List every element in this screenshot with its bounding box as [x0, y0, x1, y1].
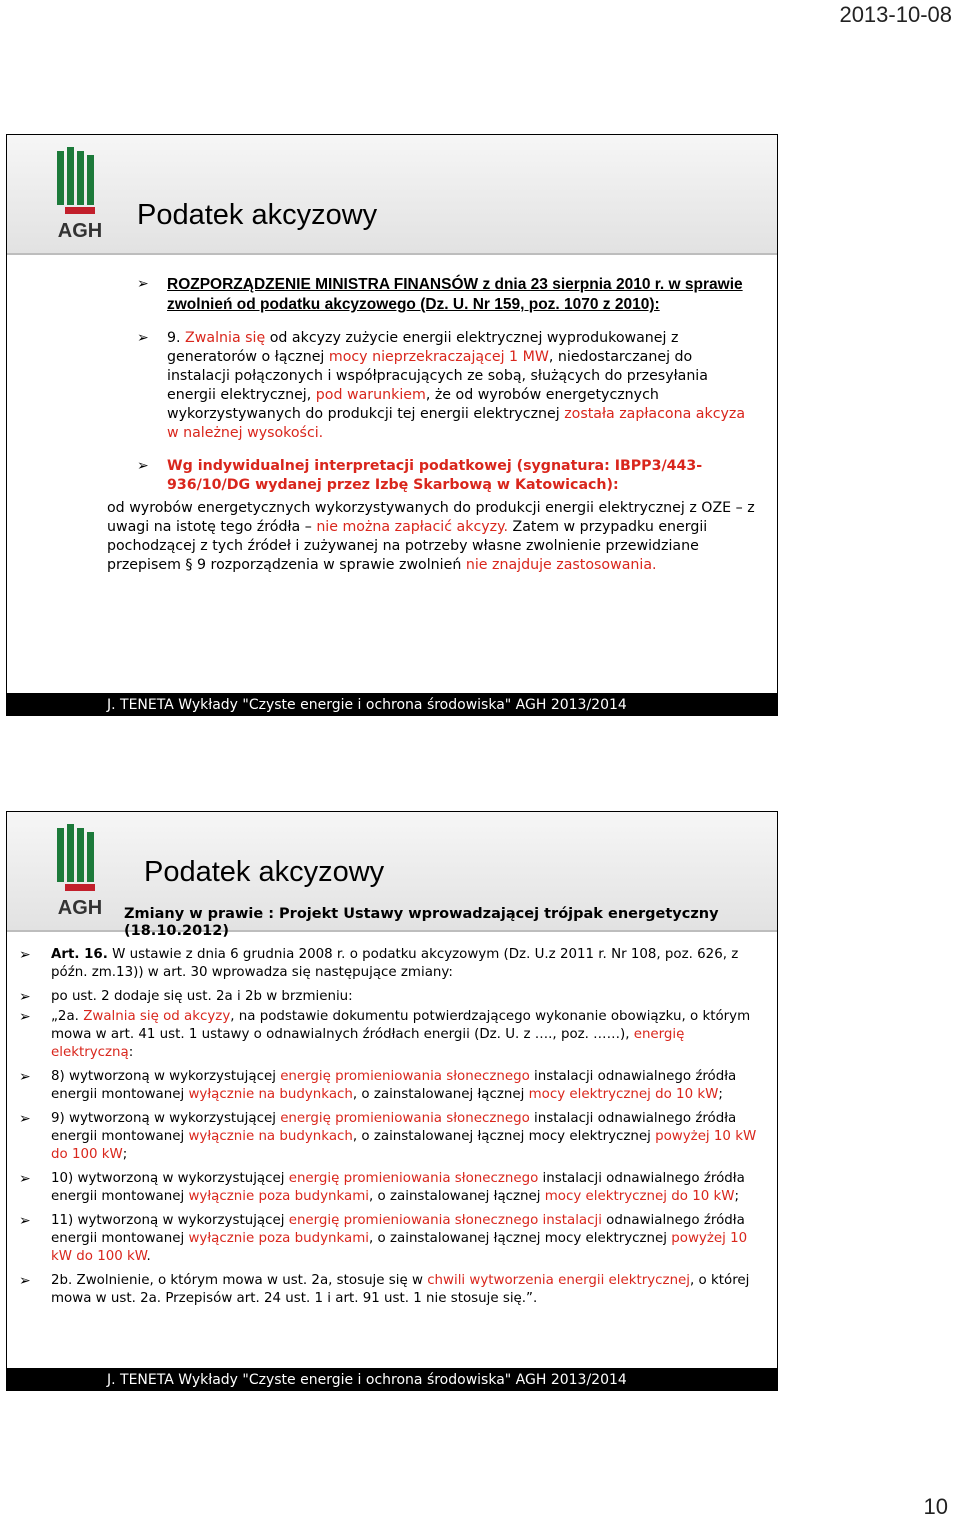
slide-content: [107, 275, 757, 589]
text-run: 8) wytworzoną w wykorzystującej: [51, 1069, 281, 1084]
slide-subtitle: Zmiany w prawie : Projekt Ustawy wprowadzającej trójpak energetyczny (18.10.2012): [124, 906, 719, 939]
agh-logo-icon: [49, 822, 111, 922]
text-run: :: [128, 1045, 134, 1060]
highlight-run: energię promieniowania słonecznego instalacji: [288, 1213, 602, 1228]
list-item: [19, 988, 764, 1006]
slide-header-band: [7, 135, 777, 255]
highlight-run: powyżej 10 kW do 100 kW: [51, 1129, 757, 1162]
slide-footer: J. TENETA Wykłady "Czyste energie i ochrona środowiska" AGH 2013/2014: [7, 693, 777, 716]
text-run: 9) wytworzoną w wykorzystującej: [51, 1111, 281, 1126]
list-item: [19, 1068, 764, 1104]
highlight-run: mocy elektrycznej do 10 kW: [544, 1189, 735, 1204]
text-run: odnawialnego źródła energii montowanej: [51, 1213, 745, 1246]
text-run: instalacji odnawialnego źródła energii montowanej: [51, 1069, 737, 1102]
text-run: ;: [122, 1147, 128, 1162]
text-run: , na podstawie dokumentu potwierdzającego wykonanie obowiązku, o którym mowa w art. 41 ust. 1 ustawy o odnawialnych źródłach energii (Dz. U. z …., poz. ……),: [51, 1009, 751, 1042]
list-item: [19, 946, 764, 982]
agh-logo-icon: [49, 145, 111, 245]
arrow-bullet-icon: ➢: [137, 330, 149, 346]
highlight-run: energię promieniowania słonecznego: [280, 1069, 530, 1084]
arrow-bullet-icon: ➢: [19, 947, 31, 963]
highlight-run: chwili wytworzenia energii elektrycznej: [427, 1273, 691, 1288]
text-run: , o zainstalowanej łącznej mocy elektrycznej: [369, 1231, 672, 1246]
highlight-run: Zwalnia się: [185, 330, 266, 346]
paragraph: [107, 499, 757, 575]
list-item: [137, 457, 757, 495]
text-run: W ustawie z dnia 6 grudnia 2008 r. o podatku akcyzowym (Dz. U.z 2011 r. Nr 108, poz. 626, z późn. zm.13)) w art. 30 wprowadza się następujące zmiany:: [51, 947, 739, 980]
arrow-bullet-icon: ➢: [19, 1273, 31, 1289]
svg-text:AGH: AGH: [57, 897, 103, 919]
text-run: , niedostarczanej do instalacji połączonych i współpracujących ze sobą, służących do przesyłania energii elektrycznej,: [167, 349, 708, 403]
slide-2: [6, 811, 778, 1391]
svg-text:AGH: AGH: [57, 220, 103, 242]
article-label: Art. 16.: [51, 947, 108, 962]
slide-title: Podatek akcyzowy: [137, 199, 378, 231]
arrow-bullet-icon: ➢: [137, 276, 149, 292]
highlight-run: mocy elektrycznej do 10 kW: [528, 1087, 719, 1102]
slide-1: [6, 134, 778, 716]
highlight-run: energię elektryczną: [51, 1027, 685, 1060]
highlight-run: wyłącznie poza budynkami: [188, 1231, 370, 1246]
slide-title: Podatek akcyzowy: [144, 856, 385, 888]
text-run: , o zainstalowanej łącznej: [352, 1087, 529, 1102]
text-run: instalacji odnawialnego źródła energii montowanej: [51, 1171, 745, 1204]
list-item: [19, 1212, 764, 1266]
text-run: , o zainstalowanej łącznej mocy elektrycznej: [352, 1129, 656, 1144]
list-item: [137, 275, 757, 315]
highlight-run: wyłącznie poza budynkami: [188, 1189, 370, 1204]
page-date: 2013-10-08: [839, 2, 952, 27]
page-number: 10: [923, 1494, 948, 1519]
text-run: po ust. 2 dodaje się ust. 2a i 2b w brzmieniu:: [51, 989, 353, 1004]
text-run: 2b. Zwolnienie, o którym mowa w ust. 2a, stosuje się w: [51, 1273, 428, 1288]
highlight-run: energię promieniowania słonecznego: [288, 1171, 539, 1186]
highlight-run: wyłącznie na budynkach: [188, 1129, 353, 1144]
arrow-bullet-icon: ➢: [19, 989, 31, 1005]
arrow-bullet-icon: ➢: [19, 1213, 31, 1229]
list-item: [137, 329, 757, 443]
highlight-run: została zapłacona akcyza w należnej wysokości.: [167, 406, 746, 441]
text-run: ;: [718, 1087, 723, 1102]
slide-content: [19, 946, 764, 1314]
text-run: ;: [734, 1189, 740, 1204]
slide-header-band: [7, 812, 777, 939]
arrow-bullet-icon: ➢: [19, 1171, 31, 1187]
arrow-bullet-icon: ➢: [137, 458, 149, 474]
interpretation-heading: Wg indywidualnej interpretacji podatkowej (sygnatura: IBPP3/443-936/10/DG wydanej przez Izbę Skarbową w Katowicach):: [167, 458, 703, 493]
list-item: [19, 1272, 764, 1308]
highlight-run: powyżej 10 kW do 100 kW: [51, 1231, 748, 1264]
arrow-bullet-icon: ➢: [19, 1111, 31, 1127]
list-item: [19, 1170, 764, 1206]
arrow-bullet-icon: ➢: [19, 1069, 31, 1085]
regulation-title: ROZPORZĄDZENIE MINISTRA FINANSÓW z dnia 23 sierpnia 2010 r. w sprawie zwolnień od podatku akcyzowego (Dz. U. Nr 159, poz. 1070 z 2010):: [167, 276, 743, 313]
text-run: od wyrobów energetycznych wykorzystywanych do produkcji energii elektrycznej z OZE – z uwagi na istotę tego źródła –: [107, 500, 755, 535]
list-item: [19, 1110, 764, 1164]
highlight-run: pod warunkiem: [315, 387, 426, 403]
text-run: .: [146, 1249, 151, 1264]
text-run: , że od wyrobów energetycznych wykorzystywanych do produkcji tej energii elektrycznej: [167, 387, 659, 422]
highlight-run: nie znajduje zastosowania.: [465, 557, 657, 573]
text-run: od akcyzy zużycie energii elektrycznej wyprodukowanej z generatorów o łącznej: [167, 330, 679, 365]
text-run: 10) wytworzoną w wykorzystującej: [51, 1171, 289, 1186]
text-run: , o zainstalowanej łącznej: [369, 1189, 545, 1204]
slide-footer: J. TENETA Wykłady "Czyste energie i ochrona środowiska" AGH 2013/2014: [7, 1368, 777, 1391]
text-run: 11) wytworzoną w wykorzystującej: [51, 1213, 289, 1228]
text-run: 9.: [167, 330, 186, 346]
text-run: instalacji odnawialnego źródła energii montowanej: [51, 1111, 737, 1144]
highlight-run: wyłącznie na budynkach: [188, 1087, 353, 1102]
highlight-run: nie można zapłacić akcyzy.: [316, 519, 508, 535]
arrow-bullet-icon: ➢: [19, 1009, 31, 1025]
text-run: , o której mowa w ust. 2a. Przepisów art. 24 ust. 1 i art. 91 ust. 1 nie stosuje się.”.: [51, 1273, 750, 1306]
text-run: „2a.: [51, 1009, 84, 1024]
list-item: [19, 1008, 764, 1062]
highlight-run: mocy nieprzekraczającej 1 MW: [328, 349, 549, 365]
highlight-run: Zwalnia się od akcyzy: [83, 1009, 231, 1024]
highlight-run: energię promieniowania słonecznego: [280, 1111, 530, 1126]
text-run: Zatem w przypadku energii pochodzącej z tych źródeł i zużywanej na potrzeby własne zwolnienie przewidziane przepisem § 9 rozporządzenia w sprawie zwolnień: [107, 519, 708, 573]
